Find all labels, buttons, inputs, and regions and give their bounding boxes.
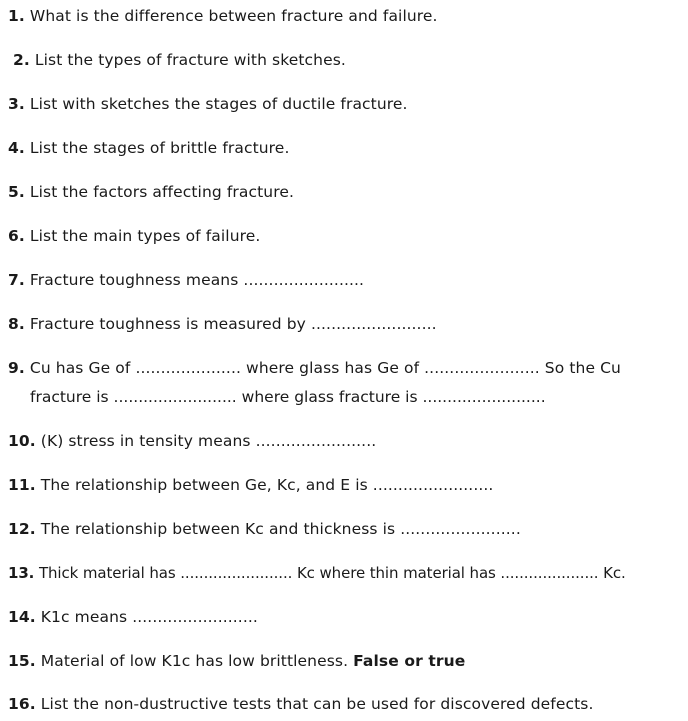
question-13 — [8, 563, 626, 583]
question-text: The relationship between Kc and thickness is ........................ — [40, 520, 521, 538]
question-text: Cu has Ge of ..................... where glass has Ge of ....................... So the Cu — [29, 359, 621, 377]
question-number: 4. — [8, 139, 25, 157]
question-text: List the stages of brittle fracture. — [29, 139, 290, 157]
question-1 — [8, 6, 438, 26]
question-number: 5. — [8, 183, 25, 201]
question-text: List the factors affecting fracture. — [29, 183, 294, 201]
question-number: 11. — [8, 476, 36, 494]
question-text: What is the difference between fracture and failure. — [29, 7, 438, 25]
question-15 — [8, 651, 465, 671]
question-number: 3. — [8, 95, 25, 113]
question-text: Thick material has ........................ Kc where thin material has ..................... Kc. — [38, 564, 626, 582]
question-number: 16. — [8, 695, 36, 713]
question-text: K1c means ......................... — [40, 608, 258, 626]
question-text: List with sketches the stages of ductile fracture. — [29, 95, 408, 113]
question-number: 13. — [8, 564, 35, 582]
question-7 — [8, 270, 364, 290]
answer-choice: False or true — [353, 652, 466, 670]
question-10 — [8, 431, 376, 451]
question-text: List the main types of failure. — [29, 227, 261, 245]
question-text: (K) stress in tensity means ........................ — [40, 432, 377, 450]
question-text: Material of low K1c has low brittleness. — [40, 652, 354, 670]
question-number: 9. — [8, 359, 25, 377]
question-6 — [8, 226, 260, 246]
question-16 — [8, 694, 593, 714]
question-8 — [8, 314, 437, 334]
question-4 — [8, 138, 289, 158]
question-text: The relationship between Ge, Kc, and E is ........................ — [40, 476, 494, 494]
question-number: 14. — [8, 608, 36, 626]
question-text: List the types of fracture with sketches. — [34, 51, 346, 69]
question-9 — [8, 358, 621, 378]
question-number: 15. — [8, 652, 36, 670]
question-text: Fracture toughness is measured by ......................... — [29, 315, 437, 333]
question-12 — [8, 519, 521, 539]
question-number: 2. — [13, 51, 30, 69]
question-number: 8. — [8, 315, 25, 333]
question-3 — [8, 94, 408, 114]
question-text: List the non-dustructive tests that can be used for discovered defects. — [40, 695, 594, 713]
question-11 — [8, 475, 493, 495]
question-2 — [13, 50, 346, 70]
question-number: 12. — [8, 520, 36, 538]
question-number: 7. — [8, 271, 25, 289]
question-9-continuation: fracture is ......................... where glass fracture is ......................... — [30, 388, 546, 406]
question-number: 1. — [8, 7, 25, 25]
question-number: 10. — [8, 432, 36, 450]
question-5 — [8, 182, 294, 202]
question-number: 6. — [8, 227, 25, 245]
question-text: Fracture toughness means ........................ — [29, 271, 365, 289]
question-14 — [8, 607, 258, 627]
